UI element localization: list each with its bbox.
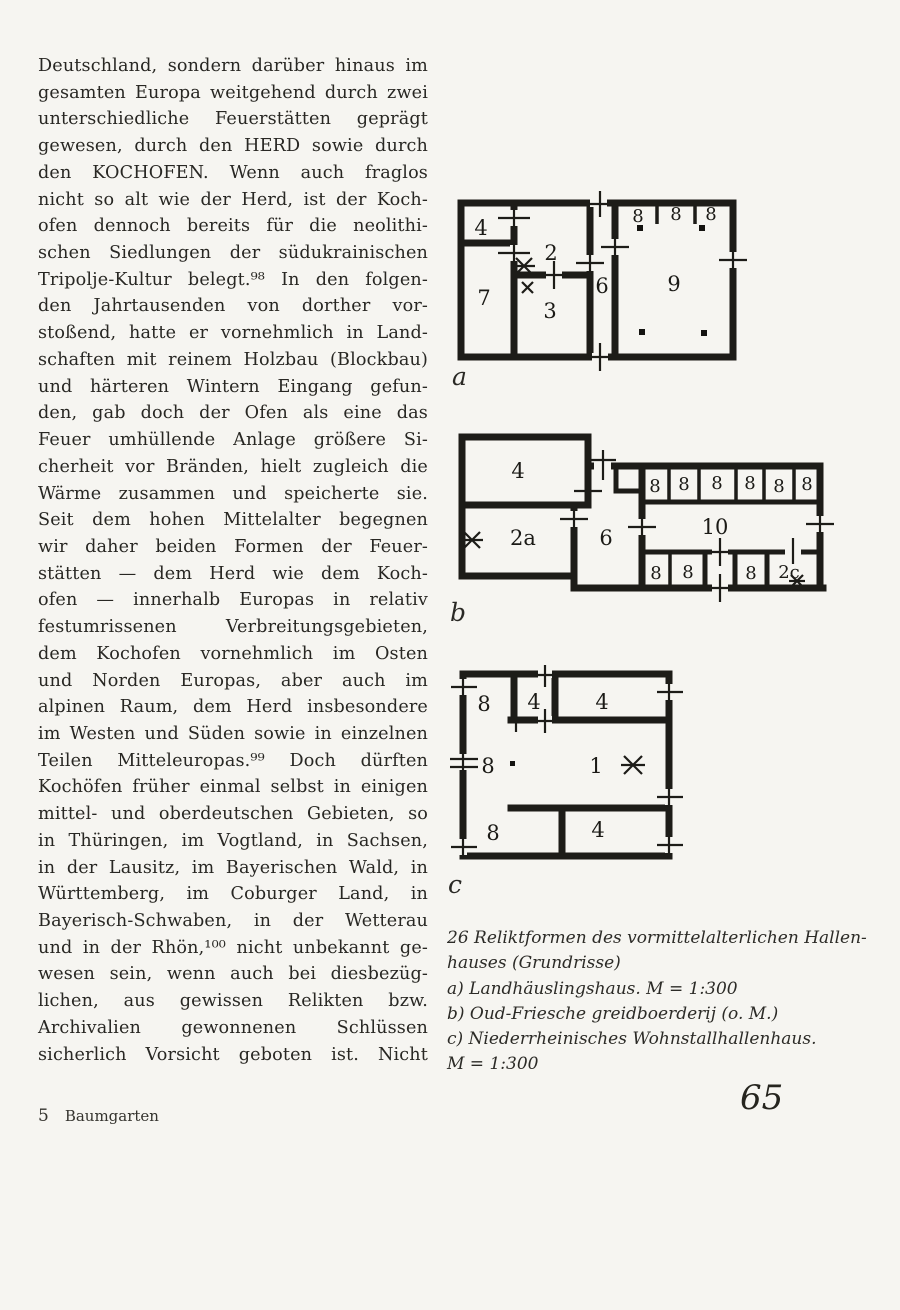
figure-caption	[447, 926, 887, 1078]
body-text-line: mittel- und oberdeutschen Gebieten, so	[38, 804, 428, 825]
room-label: 10	[701, 515, 729, 539]
door-mark	[540, 261, 568, 289]
door-mark	[707, 574, 733, 602]
room-label: 1	[589, 754, 603, 778]
body-text-line: den KOCHOFEN. Wenn auch fraglos	[38, 162, 428, 183]
floorplan-b	[450, 425, 835, 610]
body-text-line: schaften mit reinem Holzbau (Blockbau)	[38, 349, 428, 370]
body-text-line: den, gab doch der Ofen als eine das	[38, 403, 428, 424]
caption-line: a) Landhäuslingshaus. M = 1:300	[447, 978, 738, 999]
printer-signature	[38, 1106, 159, 1126]
body-text-line: sicherlich Vorsicht geboten ist. Nicht	[38, 1044, 428, 1065]
body-text-line: festumrissenen Verbreitungsgebieten,	[38, 617, 428, 638]
door-mark	[576, 253, 604, 273]
signature-number: 5	[38, 1106, 49, 1126]
body-text-line: unterschiedliche Feuerstätten geprägt	[38, 109, 428, 130]
room-labels	[477, 690, 608, 845]
room-label: 4	[595, 690, 609, 714]
room-label: 4	[474, 216, 488, 240]
body-text-line: und härteren Wintern Eingang gefun-	[38, 376, 428, 397]
body-text-line: im Westen und Süden sowie in einzelnen	[38, 723, 428, 744]
body-text-line: den Jahrtausenden von dorther vor-	[38, 296, 428, 317]
door-mark	[657, 787, 683, 807]
room-label: 8	[477, 692, 491, 716]
door-mark	[560, 509, 588, 529]
body-text-line: nicht so alt wie der Herd, ist der Koch-	[38, 189, 428, 210]
posts	[510, 761, 515, 766]
body-text-line: Bayerisch-Schwaben, in der Wetterau	[38, 911, 428, 931]
door-mark	[498, 208, 530, 228]
single-x-mark	[522, 282, 533, 293]
door-mark	[806, 514, 834, 534]
body-text-line: gesamten Europa weitgehend durch zwei	[38, 82, 428, 103]
body-text-line: Seit dem hohen Mittelalter begegnen	[38, 510, 428, 531]
body-text-line: wesen sein, wenn auch bei diesbezüg-	[38, 964, 428, 985]
body-text-line: in der Lausitz, im Bayerischen Wald, in	[38, 857, 428, 878]
body-text-line: Archivalien gewonnenen Schlüssen	[38, 1017, 428, 1038]
body-text-line: stoßend, hatte er vornehmlich in Land-	[38, 323, 428, 344]
room-label: 4	[527, 690, 541, 714]
stall-label: 8	[650, 563, 662, 584]
door-mark	[657, 682, 683, 702]
stall-label: 8	[678, 474, 690, 495]
body-text-column	[38, 53, 428, 1068]
room-label: 4	[511, 459, 525, 483]
door-mark	[628, 517, 656, 537]
room-label: 9	[667, 272, 681, 296]
body-text-line: alpinen Raum, dem Herd insbesondere	[38, 697, 428, 718]
body-text-line: dem Kochofen vornehmlich im Osten	[38, 643, 428, 664]
body-text-line: und in der Rhön,¹⁰⁰ nicht unbekannt ge-	[38, 937, 428, 958]
figure-letter-b: b	[450, 598, 467, 627]
room-label: 3	[543, 299, 557, 323]
body-text-line: stätten — dem Herd wie dem Koch-	[38, 563, 428, 584]
body-text-line: gewesen, durch den HERD sowie durch	[38, 136, 428, 157]
figure-letter-a: a	[452, 362, 467, 391]
stall-label: 8	[745, 563, 757, 584]
door-mark	[657, 835, 683, 855]
caption-line: b) Oud-Friesche greidboerderij (o. M.)	[447, 1003, 779, 1024]
body-text-line: Kochöfen früher einmal selbst in einigen	[38, 777, 428, 798]
body-text-line: cherheit vor Bränden, hielt zugleich die	[38, 456, 428, 477]
caption-line: c) Niederrheinisches Wohnstallhallenhaus.	[447, 1029, 817, 1050]
body-text-line: Teilen Mitteleuropas.⁹⁹ Doch dürften	[38, 750, 428, 771]
body-text-line: schen Siedlungen der südukrainischen	[38, 243, 428, 264]
figure-letter-c: c	[448, 870, 463, 899]
page-number: 65	[740, 1078, 784, 1118]
body-text-line: ofen dennoch bereits für die neolithi-	[38, 216, 428, 237]
caption-line: 26 Reliktformen des vormittelalterlichen Hallen-	[447, 928, 867, 948]
double-x-mark	[621, 756, 645, 774]
body-text-line: ofen — innerhalb Europas in relativ	[38, 590, 428, 611]
room-label: 4	[591, 818, 605, 842]
room-label: 2c	[778, 562, 800, 583]
caption-line: M = 1:300	[447, 1054, 539, 1075]
body-text-line: in Thüringen, im Vogtland, in Sachsen,	[38, 830, 428, 851]
body-text-line: lichen, aus gewissen Relikten bzw.	[38, 991, 428, 1012]
stall-label: 8	[705, 204, 717, 225]
door-mark	[451, 677, 477, 697]
signature-name: Baumgarten	[64, 1107, 159, 1125]
body-text-line: Wärme zusammen und speicherte sie.	[38, 483, 428, 504]
stall-label: 8	[632, 206, 644, 227]
stall-label: 8	[773, 476, 785, 497]
body-text-line: Tripolje-Kultur belegt.⁹⁸ In den folgen-	[38, 269, 428, 290]
door-mark	[707, 538, 733, 566]
body-text-line: Feuer umhüllende Anlage größere Si-	[38, 430, 428, 451]
door-gaps	[510, 199, 737, 361]
room-label: 7	[477, 286, 491, 310]
stall-label: 8	[744, 473, 756, 494]
door-mark	[719, 248, 747, 272]
room-label: 6	[599, 526, 613, 550]
body-text-line: Württemberg, im Coburger Land, in	[38, 884, 428, 905]
room-label: 8	[481, 754, 495, 778]
room-label: 2a	[510, 526, 536, 550]
stall-label: 8	[711, 473, 723, 494]
body-text-line: wir daher beiden Formen der Feuer-	[38, 536, 428, 557]
door-mark	[574, 481, 602, 501]
body-text-line: Deutschland, sondern darüber hinaus im	[38, 56, 428, 76]
door-mark	[601, 237, 629, 257]
floorplan-c	[450, 665, 690, 870]
room-label: 2	[544, 241, 558, 265]
body-text-line: und Norden Europas, aber auch im	[38, 670, 428, 691]
room-label: 6	[595, 274, 609, 298]
door-mark	[450, 751, 478, 775]
annotation-marks	[621, 756, 645, 774]
stall-label: 8	[649, 476, 661, 497]
caption-line: hauses (Grundrisse)	[447, 953, 621, 974]
stall-label: 8	[670, 204, 682, 225]
stall-label: 8	[801, 474, 813, 495]
stall-label: 8	[682, 562, 694, 583]
floorplan-a	[450, 190, 750, 390]
room-label: 8	[486, 821, 500, 845]
